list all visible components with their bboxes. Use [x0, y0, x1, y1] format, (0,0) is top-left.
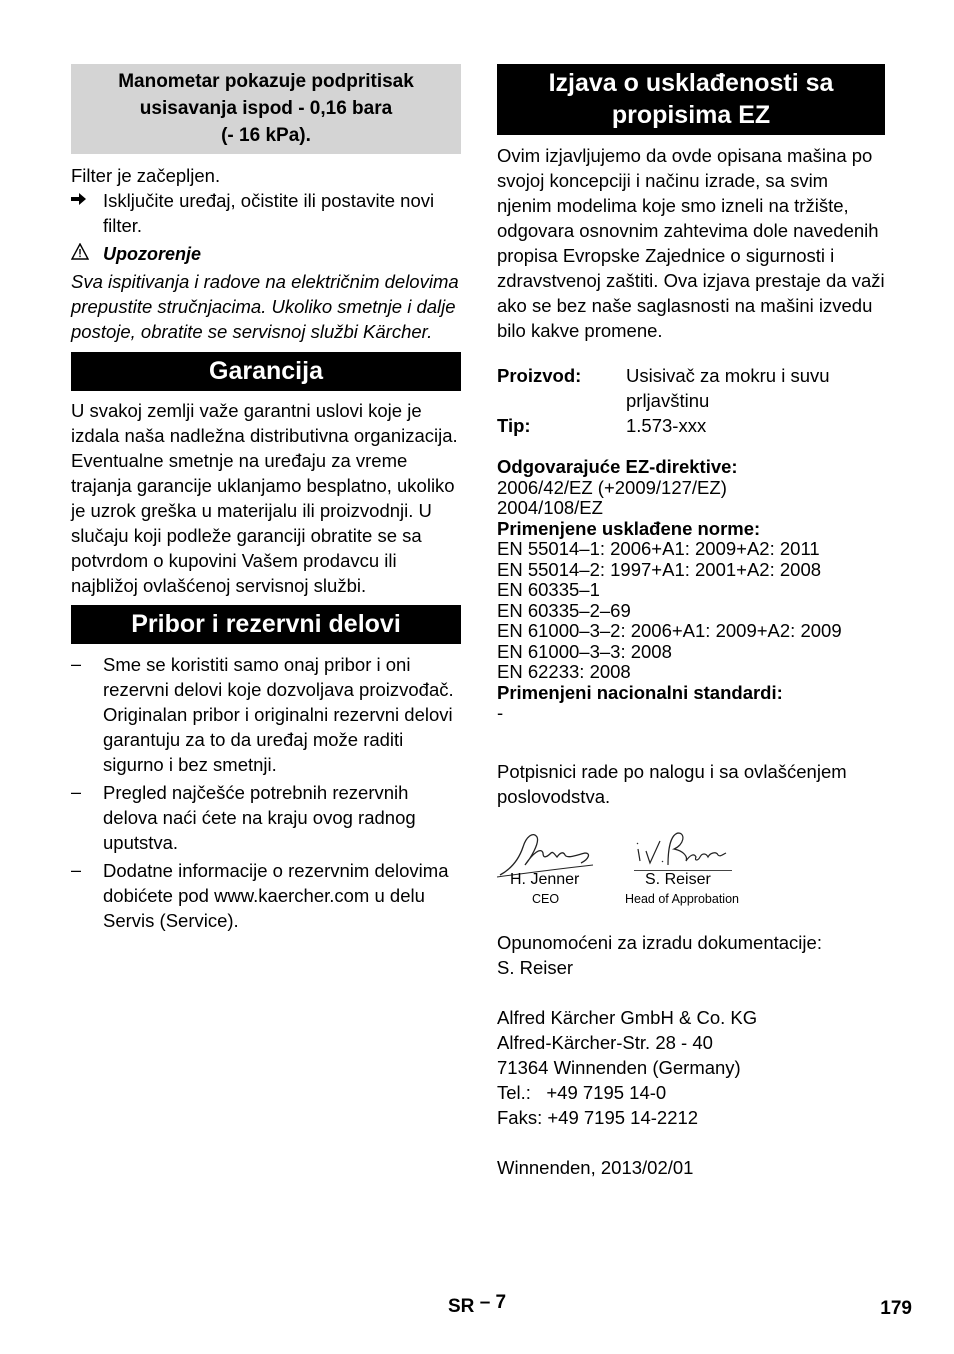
footer-local-page: – 7: [479, 1292, 507, 1313]
norm-item: EN 61000–3–3: 2008: [497, 640, 672, 662]
norm-item: EN 61000–3–2: 2006+A1: 2009+A2: 2009: [497, 620, 842, 641]
company-tel: Tel.: +49 7195 14-0: [497, 1081, 667, 1103]
norm-item: EN 55014–2: 1997+A1: 2001+A2: 2008: [497, 558, 822, 580]
pribor-list: [71, 652, 461, 933]
list-item-text: Dodatne informacije o rezervnim delovima dobićete pod www.kaercher.com u delu Servis (Service).: [103, 860, 449, 931]
pressure-warning-header: [71, 64, 461, 154]
product-label: Proizvod:: [497, 365, 582, 386]
list-item: [71, 858, 461, 933]
page-number: 179: [880, 1298, 912, 1319]
footer-lang: SR: [448, 1296, 475, 1317]
company-address: [497, 1005, 885, 1130]
company-city: 71364 Winnenden (Germany): [497, 1056, 741, 1078]
norm-item: EN 55014–1: 2006+A1: 2009+A2: 2011: [497, 538, 820, 559]
list-item-text: Sme se koristiti samo onaj pribor i oni rezervni delovi koje dozvoljava proizvođač. Originalan pribor i originalni rezervni delovi garantuju za to da uređaj može raditi sigurno i bez smetnji.: [103, 654, 454, 775]
documentation-label: Opunomoćeni za izradu dokumentacije:: [497, 931, 822, 953]
declaration-intro: Ovim izjavljujemo da ovde opisana mašina po svojoj koncepciji i načinu izrade, sa svim njenim modelima koje smo izneli na tržište, odgovara osnovnim zahtevima dole navedenih propisa Evropske Zajednice o sigurnosti i zdravstvenoj zaštiti. Ova izjava prestaje da važi ako se bez naše saglasnosti na mašini izvedu bilo kakve promene.: [497, 145, 885, 341]
left-column: [71, 64, 461, 936]
list-item-text: Pregled najčešće potrebnih rezervnih delova naći ćete na kraju ovog radnog uputstva.: [103, 782, 416, 853]
directive-item: 2006/42/EZ (+2009/127/EZ): [497, 476, 727, 498]
directive-item: 2004/108/EZ: [497, 497, 603, 518]
header-line: (- 16 kPa).: [221, 125, 311, 146]
dash-bullet: –: [71, 654, 82, 674]
company-fax: Faks: +49 7195 14-2212: [497, 1106, 699, 1128]
national-label: Primenjeni nacionalni standardi:: [497, 681, 783, 703]
type-label: Tip:: [497, 415, 531, 436]
warning-triangle-icon: [71, 242, 103, 267]
product-table: [497, 363, 885, 438]
directives-label: Odgovarajuće EZ-direktive:: [497, 456, 738, 477]
warning-label: Upozorenje: [103, 244, 202, 264]
signatory-role: Head of Approbation: [625, 891, 739, 906]
garancija-text: U svakoj zemlji važe garantni uslovi koje je izdala naša nadležna distributivna organizacija. Eventualne smetnje na uređaju za vreme trajanja garancije uklanjamo besplatno, ukoliko je uzrok greška u materijalu ili proizvodnji. U slučaju koji podleže garanciji obratite se sa potvrdom o kupovini Vašem prodavcu ili najbližoj ovlašćenoj servisnoj službi.: [71, 400, 458, 596]
signature-reiser: [634, 825, 734, 875]
place-date: Winnenden, 2013/02/01: [497, 1156, 694, 1178]
signatory-name: S. Reiser: [645, 870, 711, 888]
filter-text: Filter je začepljen.: [71, 165, 221, 186]
norm-item: EN 60335–1: [497, 579, 600, 600]
dash-bullet: –: [71, 860, 82, 880]
list-item: [71, 780, 461, 855]
dash-bullet: –: [71, 782, 82, 802]
list-item: [71, 652, 461, 777]
norm-item: EN 62233: 2008: [497, 661, 631, 682]
action-text: Isključite uređaj, očistite ili postavite novi filter.: [103, 190, 435, 236]
right-column: [497, 64, 885, 1180]
warning-heading: [71, 242, 461, 267]
section-title-declaration: Izjava o usklađenosti sa propisima EZ: [497, 64, 885, 135]
signatories-text: Potpisnici rade po nalogu i sa ovlašćenjem poslovodstva.: [497, 760, 847, 807]
company-street: Alfred-Kärcher-Str. 28 - 40: [497, 1031, 713, 1053]
header-line: usisavanja ispod - 0,16 bara: [139, 98, 393, 119]
type-value: 1.573-xxx: [626, 415, 707, 436]
arrow-right-icon: [71, 188, 103, 238]
signatures-block: [497, 823, 885, 913]
section-title-pribor: Pribor i rezervni delovi: [71, 605, 461, 644]
product-value: Usisivač za mokru i suvu prljavštinu: [626, 365, 830, 411]
action-step: [71, 188, 461, 238]
norms-label: Primenjene usklađene norme:: [497, 517, 761, 539]
directives-block: [497, 457, 885, 724]
national-value: -: [497, 702, 504, 723]
warning-text: Sva ispitivanja i radove na električnim delovima prepustite stručnjacima. Ukoliko smetnje i dalje postoje, obratite se servisnoj službi Kärcher.: [71, 271, 459, 342]
section-title-garancija: Garancija: [71, 352, 461, 391]
signatory-role: CEO: [532, 891, 560, 906]
footer-section-label: [448, 1292, 507, 1318]
header-line: Manometar pokazuje podpritisak: [118, 71, 414, 92]
documentation-name: S. Reiser: [497, 956, 574, 978]
company-name: Alfred Kärcher GmbH & Co. KG: [497, 1006, 758, 1028]
norm-item: EN 60335–2–69: [497, 599, 631, 621]
signatory-name: H. Jenner: [510, 870, 580, 888]
